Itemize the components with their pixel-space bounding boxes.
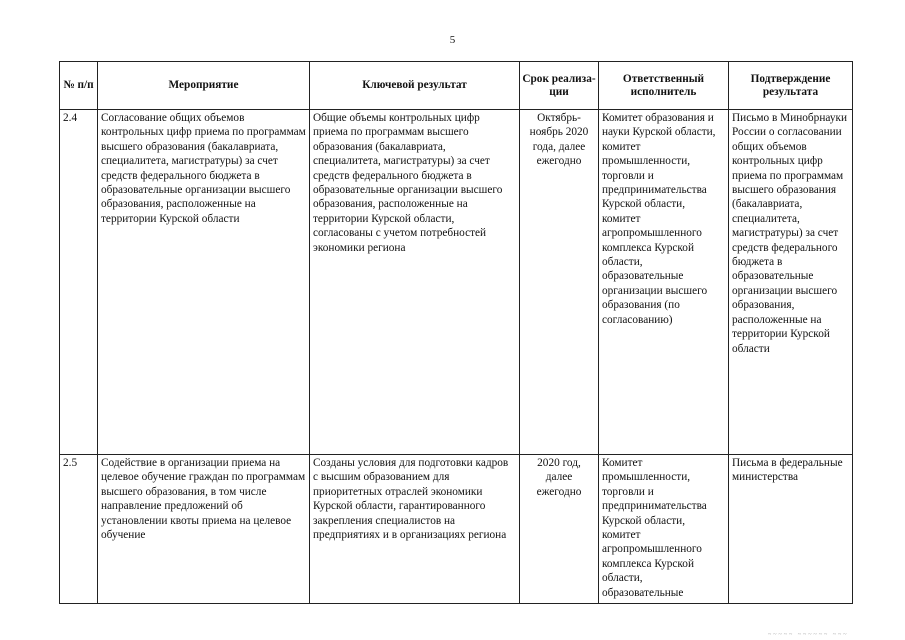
row-confirmation: Письма в федеральные министерства <box>729 455 853 604</box>
plan-table <box>59 61 853 604</box>
table-header-row <box>60 62 853 110</box>
page-number: 5 <box>449 34 456 46</box>
row-deadline: 2020 год, далее ежегодно <box>520 455 599 604</box>
table-row <box>60 455 853 604</box>
row-confirmation: Письмо в Минобрнауки России о согласовании общих объемов контрольных цифр приема по программам высшего образования (бакалавриата, специалитета, магистратуры) за счет средств федерального бюджета в образовательные организации высшего образования, расположенные на территории Курской области <box>729 110 853 455</box>
header-executor: Ответственный исполнитель <box>599 62 729 110</box>
row-deadline: Октябрь-ноябрь 2020 года, далее ежегодно <box>520 110 599 455</box>
row-executor: Комитет образования и науки Курской области, комитет промышленности, торговли и предпринимательства Курской области, комитет агропромышленного комплекса Курской области, образовательные организации высшего образования (по согласованию) <box>599 110 729 455</box>
header-key-result: Ключевой результат <box>310 62 520 110</box>
row-executor-cell <box>599 455 729 604</box>
row-number: 2.4 <box>60 110 98 455</box>
row-activity: Содействие в организации приема на целевое обучение граждан по программам высшего образования, в том числе направление предложений об установлении квоты приема на целевое обучение <box>98 455 310 604</box>
row-key-result: Созданы условия для подготовки кадров с высшим образованием для приоритетных отраслей экономики Курской области, гарантированного закрепления специалистов на предприятиях и в организациях региона <box>310 455 520 604</box>
scan-artifact: ~~~~~ ~~~~~~ ~~~ <box>768 632 849 638</box>
row-activity: Согласование общих объемов контрольных цифр приема по программам высшего образования (бакалавриата, специалитета, магистратуры) за счет средств федерального бюджета в образовательные организации высшего образования, расположенные на территории Курской области <box>98 110 310 455</box>
table-row <box>60 110 853 455</box>
row-number: 2.5 <box>60 455 98 604</box>
header-activity: Мероприятие <box>98 62 310 110</box>
header-deadline: Срок реализа-ции <box>520 62 599 110</box>
row-executor: Комитет промышленности, торговли и предпринимательства Курской области, комитет агропромышленного комплекса Курской области, образовательные <box>602 457 707 599</box>
header-confirmation: Подтверждение результата <box>729 62 853 110</box>
row-key-result: Общие объемы контрольных цифр приема по программам высшего образования (бакалавриата, специалитета, магистратуры) за счет средств федерального бюджета в образовательные организации высшего образования, расположенные на территории Курской области, согласованы с учетом потребностей экономики региона <box>310 110 520 455</box>
header-num: № п/п <box>60 62 98 110</box>
